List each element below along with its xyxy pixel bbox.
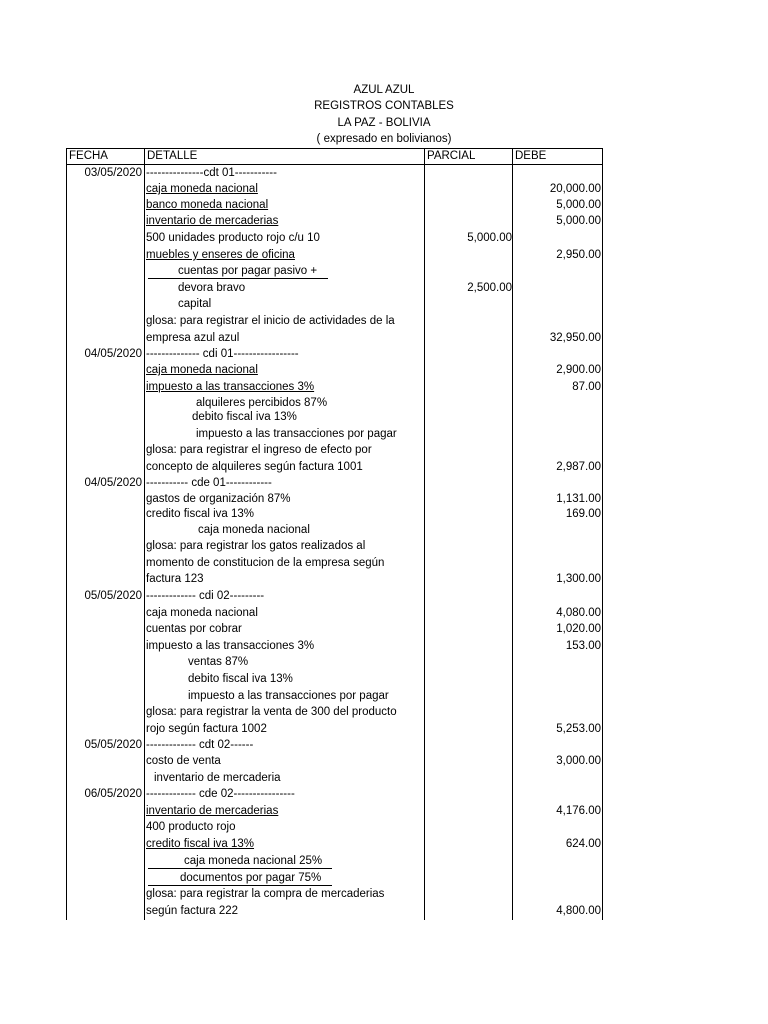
- table-right-border: [602, 148, 603, 920]
- row-fecha: 06/05/2020: [84, 788, 142, 800]
- row-detalle: caja moneda nacional: [146, 183, 258, 195]
- row-debe: 153.00: [565, 640, 601, 652]
- location: LA PAZ - BOLIVIA: [337, 117, 431, 129]
- row-detalle: impuesto a las transacciones 3%: [146, 640, 315, 652]
- row-detalle: 500 unidades producto rojo c/u 10: [146, 232, 320, 244]
- row-detalle: gastos de organización 87%: [146, 493, 291, 505]
- row-detalle: devora bravo: [178, 282, 246, 294]
- document-title: REGISTROS CONTABLES: [314, 100, 454, 112]
- row-detalle: glosa: para registrar el inicio de actividades de la: [146, 315, 395, 327]
- row-debe: 3,000.00: [556, 755, 601, 767]
- row-debe: 5,000.00: [556, 199, 601, 211]
- row-debe: 20,000.00: [549, 183, 601, 195]
- row-debe: 4,080.00: [556, 607, 601, 619]
- column-header-fecha: FECHA: [69, 150, 108, 162]
- row-parcial: 2,500.00: [467, 282, 512, 294]
- column-header-parcial: PARCIAL: [427, 150, 476, 162]
- row-detalle: ------------- cdt 02------: [146, 739, 254, 751]
- row-debe: 87.00: [572, 381, 601, 393]
- row-debe: 32,950.00: [549, 332, 601, 344]
- row-debe: 2,987.00: [556, 461, 601, 473]
- row-detalle: concepto de alquileres según factura 1001: [146, 461, 363, 473]
- row-detalle: cuentas por pagar pasivo +: [148, 264, 328, 279]
- row-parcial: 5,000.00: [467, 232, 512, 244]
- row-fecha: 03/05/2020: [84, 167, 142, 179]
- row-detalle: ventas 87%: [188, 656, 249, 668]
- row-debe: 624.00: [565, 838, 601, 850]
- row-detalle: glosa: para registrar la compra de mercaderias: [146, 888, 385, 900]
- row-detalle: factura 123: [146, 573, 204, 585]
- column-divider-fecha: [144, 148, 145, 920]
- row-detalle: inventario de mercaderia: [154, 772, 281, 784]
- row-detalle: caja moneda nacional: [146, 607, 258, 619]
- row-detalle: glosa: para registrar los gatos realizados al: [146, 540, 366, 552]
- row-detalle: capital: [178, 298, 212, 310]
- row-detalle: debito fiscal iva 13%: [192, 411, 297, 423]
- row-detalle: cuentas por cobrar: [146, 623, 242, 635]
- row-detalle: según factura 222: [146, 905, 239, 917]
- row-detalle: banco moneda nacional: [146, 199, 269, 211]
- column-divider-detalle: [424, 148, 425, 920]
- row-debe: 2,950.00: [556, 249, 601, 261]
- row-fecha: 04/05/2020: [84, 348, 142, 360]
- column-header-detalle: DETALLE: [147, 150, 198, 162]
- row-detalle: -------------- cdi 01-----------------: [146, 348, 299, 360]
- row-detalle: momento de constitucion de la empresa según: [146, 557, 385, 569]
- row-detalle: debito fiscal iva 13%: [188, 673, 293, 685]
- row-detalle: caja moneda nacional: [146, 364, 258, 376]
- row-detalle: rojo según factura 1002: [146, 723, 267, 735]
- row-fecha: 04/05/2020: [84, 477, 142, 489]
- row-fecha: 05/05/2020: [84, 739, 142, 751]
- row-detalle: credito fiscal iva 13%: [146, 838, 255, 850]
- row-debe: 1,131.00: [556, 493, 601, 505]
- row-detalle: alquileres percibidos 87%: [196, 397, 328, 409]
- row-detalle: credito fiscal iva 13%: [146, 508, 255, 520]
- column-divider-parcial: [512, 148, 513, 920]
- row-detalle: documentos por pagar 75%: [148, 871, 332, 886]
- row-detalle: ------------- cde 02----------------: [146, 788, 295, 800]
- currency-note: ( expresado en bolivianos): [316, 133, 452, 145]
- row-detalle: ---------------cdt 01-----------: [146, 167, 277, 179]
- header-bottom-border: [66, 164, 603, 165]
- row-detalle: caja moneda nacional: [198, 524, 310, 536]
- row-detalle: inventario de mercaderias: [146, 215, 279, 227]
- row-debe: 1,020.00: [556, 623, 601, 635]
- row-detalle: ----------- cde 01------------: [146, 477, 272, 489]
- row-debe: 169.00: [565, 508, 601, 520]
- row-detalle: impuesto a las transacciones 3%: [146, 381, 315, 393]
- row-fecha: 05/05/2020: [84, 590, 142, 602]
- row-debe: 1,300.00: [556, 573, 601, 585]
- row-debe: 4,800.00: [556, 905, 601, 917]
- row-detalle: impuesto a las transacciones por pagar: [196, 428, 397, 440]
- row-debe: 4,176.00: [556, 805, 601, 817]
- row-detalle: 400 producto rojo: [146, 821, 236, 833]
- row-detalle: muebles y enseres de oficina: [146, 249, 295, 261]
- row-detalle: caja moneda nacional 25%: [148, 854, 332, 869]
- row-detalle: glosa: para registrar la venta de 300 del producto: [146, 706, 397, 718]
- row-detalle: glosa: para registrar el ingreso de efecto por: [146, 444, 372, 456]
- row-debe: 5,000.00: [556, 215, 601, 227]
- row-debe: 5,253.00: [556, 723, 601, 735]
- row-detalle: costo de venta: [146, 755, 221, 767]
- row-detalle: empresa azul azul: [146, 332, 240, 344]
- row-detalle: impuesto a las transacciones por pagar: [188, 690, 389, 702]
- company-name: AZUL AZUL: [353, 84, 415, 96]
- column-header-debe: DEBE: [515, 150, 547, 162]
- row-detalle: inventario de mercaderias: [146, 805, 279, 817]
- table-left-border: [66, 148, 67, 920]
- row-detalle: ------------- cdi 02---------: [146, 590, 265, 602]
- row-debe: 2,900.00: [556, 364, 601, 376]
